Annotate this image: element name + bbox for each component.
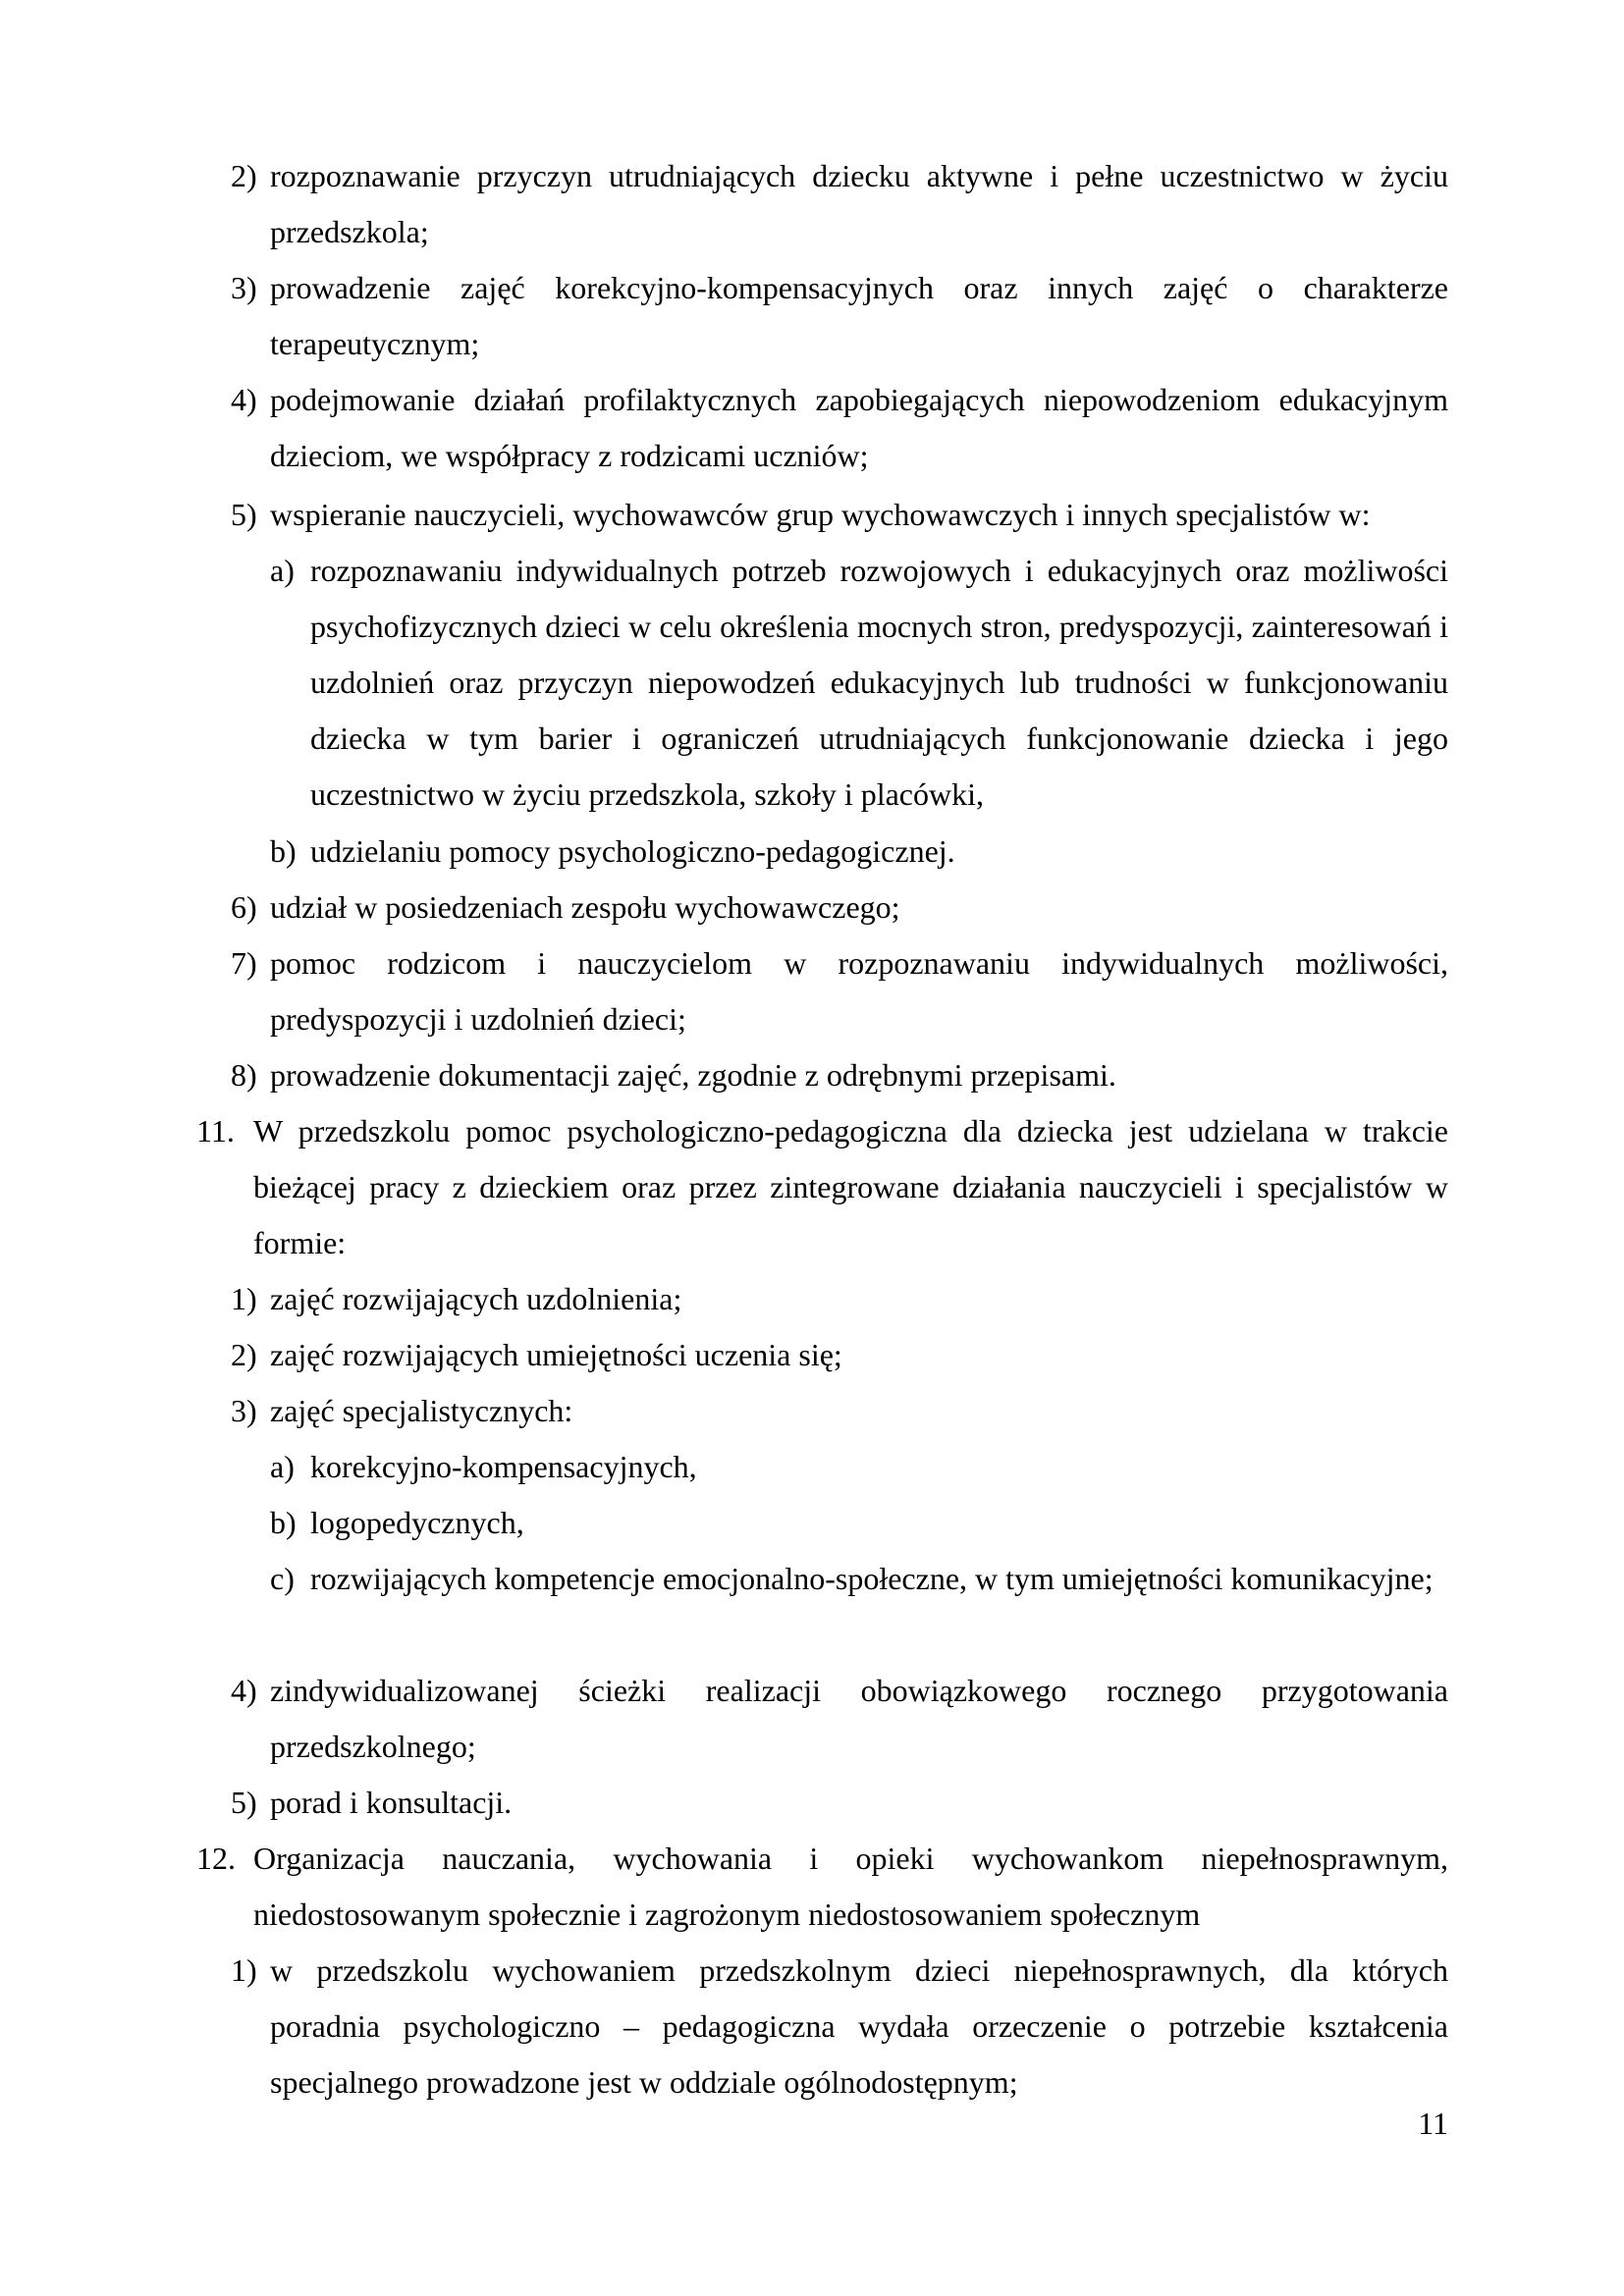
list-item — [231, 1775, 1448, 1831]
list-item — [231, 880, 1448, 935]
item-marker: 4) — [231, 382, 257, 417]
item-text: podejmowanie działań profilaktycznych zapobiegających niepowodzeniom edukacyjnym dzieciom, we współpracy z rodzicami uczniów; — [270, 382, 1448, 473]
item-marker: b) — [270, 833, 297, 869]
item-marker: 1) — [231, 1952, 257, 1988]
item-text: zajęć rozwijających uzdolnienia; — [270, 1281, 682, 1316]
item-marker: 6) — [231, 889, 257, 925]
section-number: 11. — [196, 1113, 235, 1148]
item-marker: 2) — [231, 1337, 257, 1372]
list-item — [231, 372, 1448, 484]
item-text: zajęć specjalistycznych: — [270, 1393, 573, 1428]
list-item — [231, 148, 1448, 260]
item-marker: b) — [270, 1505, 297, 1540]
list-item — [231, 1047, 1448, 1103]
item-text: wspieranie nauczycieli, wychowawców grup wychowawczych i innych specjalistów w: — [270, 497, 1371, 532]
list-subitem — [270, 1495, 1448, 1551]
item-marker: a) — [270, 553, 295, 588]
list-subitem — [270, 1551, 1448, 1607]
item-marker: c) — [270, 1561, 295, 1596]
item-marker: 5) — [231, 497, 257, 532]
item-marker: 8) — [231, 1057, 257, 1093]
item-marker: 1) — [231, 1281, 257, 1316]
list-subitem — [270, 543, 1448, 823]
item-marker: 3) — [231, 270, 257, 305]
item-marker: 3) — [231, 1393, 257, 1428]
item-text: logopedycznych, — [310, 1505, 524, 1540]
section-number: 12. — [196, 1841, 236, 1876]
list-item — [231, 487, 1448, 543]
item-text: prowadzenie zajęć korekcyjno-kompensacyjnych oraz innych zajęć o charakterze terapeutycznym; — [270, 270, 1448, 361]
item-text: rozpoznawaniu indywidualnych potrzeb rozwojowych i edukacyjnych oraz możliwości psychofizycznych dzieci w celu określenia mocnych stron, predyspozycji, zainteresowań i uzdolnień oraz przyczyn niepowodzeń edukacyjnych lub trudności w funkcjonowaniu dziecka w tym barier i ograniczeń utrudniających funkcjonowanie dziecka i jego uczestnictwo w życiu przedszkola, szkoły i placówki, — [310, 553, 1448, 812]
item-text: rozwijających kompetencje emocjonalno-społeczne, w tym umiejętności komunikacyjne; — [310, 1561, 1434, 1596]
list-item — [231, 935, 1448, 1047]
item-text: korekcyjno-kompensacyjnych, — [310, 1449, 697, 1484]
list-subitem — [270, 1439, 1448, 1495]
page-number: 11 — [1418, 2106, 1448, 2141]
item-text: porad i konsultacji. — [270, 1785, 513, 1820]
item-text: rozpoznawanie przyczyn utrudniających dziecku aktywne i pełne uczestnictwo w życiu przedszkola; — [270, 158, 1448, 249]
list-item — [231, 1327, 1448, 1383]
list-item — [231, 1943, 1448, 2110]
list-item — [231, 1271, 1448, 1327]
list-subitem — [270, 824, 1448, 880]
section-paragraph — [196, 1831, 1448, 1943]
item-marker: 2) — [231, 158, 257, 193]
list-item — [231, 1663, 1448, 1775]
item-text: prowadzenie dokumentacji zajęć, zgodnie z odrębnymi przepisami. — [270, 1057, 1116, 1093]
item-text: pomoc rodzicom i nauczycielom w rozpoznawaniu indywidualnych możliwości, predyspozycji i uzdolnień dzieci; — [270, 945, 1448, 1037]
item-marker: 4) — [231, 1673, 257, 1708]
item-text: w przedszkolu wychowaniem przedszkolnym dzieci niepełnosprawnych, dla których poradnia psychologiczno – pedagogiczna wydała orzeczenie o potrzebie kształcenia specjalnego prowadzone jest w oddziale ogólnodostępnym; — [270, 1952, 1448, 2100]
list-item — [231, 260, 1448, 372]
item-marker: 5) — [231, 1785, 257, 1820]
item-marker: 7) — [231, 945, 257, 981]
section-paragraph — [196, 1103, 1448, 1271]
section-text: W przedszkolu pomoc psychologiczno-pedagogiczna dla dziecka jest udzielana w trakcie bieżącej pracy z dzieckiem oraz przez zintegrowane działania nauczycieli i specjalistów w formie: — [253, 1113, 1448, 1260]
item-text: zindywidualizowanej ścieżki realizacji obowiązkowego rocznego przygotowania przedszkolnego; — [270, 1673, 1448, 1764]
section-text: Organizacja nauczania, wychowania i opieki wychowankom niepełnosprawnym, niedostosowanym społecznie i zagrożonym niedostosowaniem społecznym — [253, 1841, 1448, 1932]
item-marker: a) — [270, 1449, 295, 1484]
item-text: zajęć rozwijających umiejętności uczenia się; — [270, 1337, 842, 1372]
item-text: udzielaniu pomocy psychologiczno-pedagogicznej. — [310, 833, 955, 869]
item-text: udział w posiedzeniach zespołu wychowawczego; — [270, 889, 900, 925]
list-item — [231, 1383, 1448, 1439]
